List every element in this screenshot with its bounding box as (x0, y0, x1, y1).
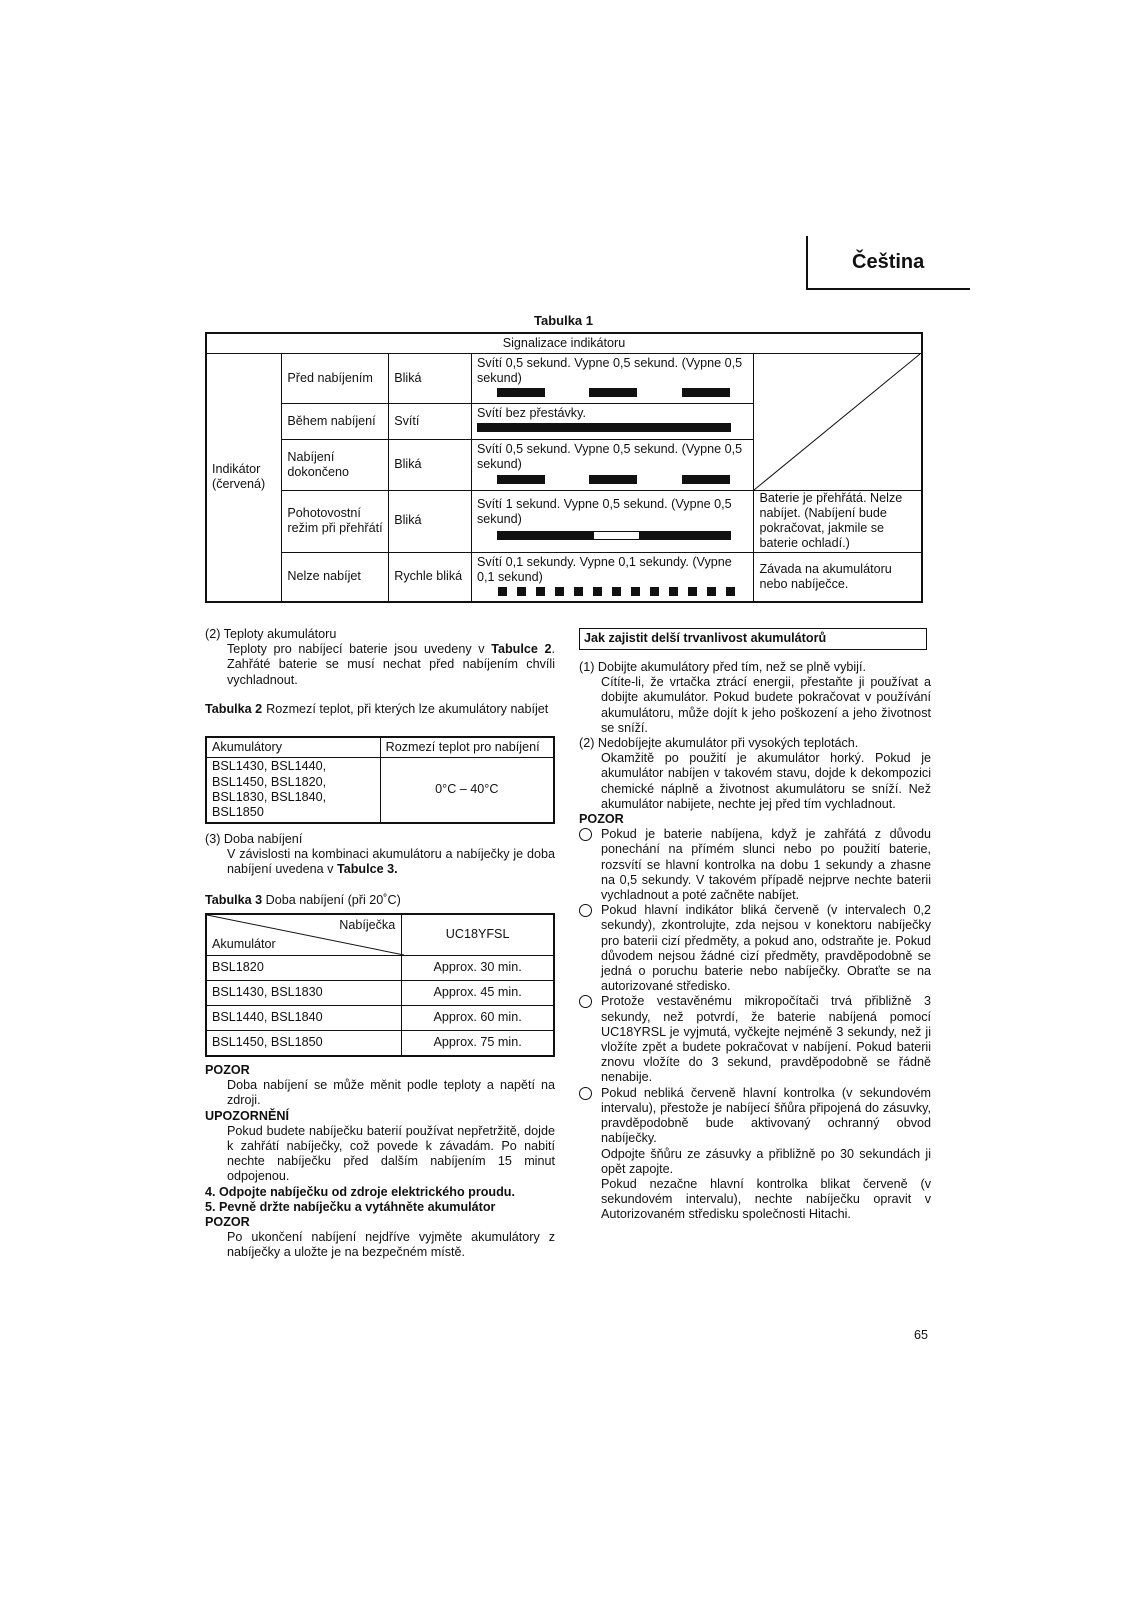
diagonal-cell (754, 353, 922, 490)
row-desc: Svítí 1 sekund. Vypne 0,5 sekund. (Vypne 0,5 sekund) (476, 496, 732, 526)
row-desc: Svítí bez přestávky. (476, 405, 586, 420)
table-row: BSL1430, BSL1830 Approx. 45 min. (206, 981, 554, 1006)
step-5: 5. Pevně držte nabíječku a vytáhněte akumulátor (205, 1199, 496, 1214)
charger-model: UC18YFSL (402, 914, 554, 956)
table2-caption: Tabulka 2 Rozmezí teplot, při kterých lze akumulátory nabíjet (205, 702, 549, 716)
row-mode: Bliká (389, 490, 472, 552)
blink-pattern (477, 475, 748, 485)
table-row: BSL1450, BSL1850 Approx. 75 min. (206, 1031, 554, 1057)
table3-caption: Tabulka 3 Doba nabíjení (při 20˚C) (205, 893, 401, 907)
row-desc: Svítí 0,5 sekund. Vypne 0,5 sekund. (Vypne 0,5 sekund) (476, 442, 743, 472)
row-desc: Svítí 0,5 sekund. Vypne 0,5 sekund. (Vypne 0,5 sekund) (476, 355, 743, 385)
battery-label: Akumulátor (212, 936, 276, 951)
indicator-label: Indikátor (červená) (206, 353, 282, 602)
circle-bullet-icon (579, 995, 592, 1008)
row-mode: Rychle bliká (389, 552, 472, 602)
row-state: Během nabíjení (282, 403, 389, 439)
table-row (206, 552, 922, 602)
tip-text: Cítíte-li, že vrtačka ztrácí energii, přestaňte ji používat a dobijte akumulátor. Pokud budete pokračovat v používání akumulátoru, může dojít k jeho poškození a jeho životnost se sníží. (601, 675, 931, 735)
section-2 (205, 627, 555, 688)
section-3 (205, 832, 555, 878)
caution-title: POZOR (205, 1215, 250, 1230)
section-text: V závislosti na kombinaci akumulátoru a nabíječky je doba nabíjení uvedena v Tabulce 3. (227, 847, 555, 877)
row-state: Nabíjení dokončeno (282, 440, 389, 490)
step-4: 4. Odpojte nabíječku od zdroje elektrického proudu. (205, 1184, 515, 1199)
section-title: (3) Doba nabíjení (205, 832, 303, 846)
tip-title: (1) Dobijte akumulátory před tím, než se plně vybijí. (579, 660, 866, 674)
warning-title: UPOZORNĚNÍ (205, 1108, 289, 1123)
tip-text: Okamžitě po použití je akumulátor horký. Pokud je akumulátor nabíjen v takovém stavu, dojde k dekompozici chemické náplně a životnost akumulátoru se sníží. Než akumulátor nabijete, nechte jej před tím vychladnout. (601, 751, 931, 811)
row-mode: Svítí (389, 403, 472, 439)
circle-bullet-icon (579, 828, 592, 841)
list-item: Protože vestavěnému mikropočítači trvá přibližně 3 sekundy, než potvrdí, že baterie nabíjená pomocí UC18YRSL je vyjmutá, vyčkejte nejméně 3 sekundy, než ji vložíte zpět a budete pokračovat v nabíjení. Pokud baterii znovu vložíte do 3 sekund, pravděpodobně se řádně nenabije. (579, 994, 931, 1085)
column-header: Rozmezí teplot pro nabíjení (380, 737, 554, 757)
charging-time-table (205, 913, 555, 1057)
section-text: Teploty pro nabíjecí baterie jsou uvedeny v Tabulce 2. Zahřáté baterie se musí nechat před nabíjením chvíli vychladnout. (227, 642, 555, 687)
indicator-table (205, 332, 923, 603)
row-note: Závada na akumulátoru nebo nabíječce. (754, 552, 922, 602)
caution-title: POZOR (579, 812, 624, 827)
table1-header: Signalizace indikátoru (206, 333, 922, 353)
column-header: Akumulátory (206, 737, 380, 757)
row-state: Pohotovostní režim při přehřátí (282, 490, 389, 552)
list-item: Pokud hlavní indikátor bliká červeně (v intervalech 0,2 sekundy), zkontrolujte, zda nejsou v konektoru nabíječky pro baterii cizí předměty, a pokud ano, odstraňte je. Pokud důvodem nejsou žádné cizí předměty, pravděpodobně se jedná o poruchu baterie nebo nabíječky. Obraťte se na autorizované středisko. (579, 903, 931, 994)
tips-box (579, 628, 927, 650)
section-title: (2) Teploty akumulátoru (205, 627, 337, 641)
tips-title: Jak zajistit delší trvanlivost akumulátorů (584, 631, 827, 645)
battery-list: BSL1430, BSL1440, BSL1450, BSL1820, BSL1830, BSL1840, BSL1850 (206, 757, 380, 823)
warning-text: Pokud budete nabíječku baterií používat nepřetržitě, dojde k zahřátí nabíječky, což povede k závadám. Po nabití nechte nabíječku před dalším nabíjením 15 minut odpojenou. (227, 1123, 555, 1184)
row-state: Nelze nabíjet (282, 552, 389, 602)
circle-bullet-icon (579, 904, 592, 917)
caution-text: Po ukončení nabíjení nejdříve vyjměte akumulátory z nabíječky a uložte je na bezpečném místě. (227, 1230, 555, 1260)
blink-pattern (477, 531, 748, 541)
diagonal-line (754, 354, 920, 490)
table1-title: Tabulka 1 (534, 313, 594, 328)
table-row (206, 353, 922, 403)
caution-title: POZOR (205, 1063, 250, 1077)
row-state: Před nabíjením (282, 353, 389, 403)
blink-pattern (477, 587, 748, 597)
tips-content (579, 660, 931, 1223)
table-row: BSL1820 Approx. 30 min. (206, 956, 554, 981)
list-item: Pokud nebliká červeně hlavní kontrolka (v sekundovém intervalu), přestože je nabíjecí šňůra připojená do zásuvky, pravděpodobně bude aktivovaný ochranný obvod nabíječky. (579, 1086, 931, 1147)
row-mode: Bliká (389, 440, 472, 490)
table-row: BSL1440, BSL1840 Approx. 60 min. (206, 1006, 554, 1031)
circle-bullet-icon (579, 1087, 592, 1100)
tip-text: Pokud nezačne hlavní kontrolka blikat červeně (v sekundovém intervalu), nechte nabíječku opravit v Autorizovaném středisku společnosti Hitachi. (601, 1176, 931, 1222)
list-item: Pokud je baterie nabíjena, když je zahřátá z důvodu ponechání na přímém slunci nebo po použití baterie, rozsvítí se hlavní kontrolka na dobu 1 sekundy a zhasne na 0,5 sekundy. V takovém případě nejprve nechte baterii vychladnout a poté začněte nabíjet. (579, 827, 931, 903)
split-header-cell (206, 914, 402, 956)
notes-block (205, 1063, 555, 1261)
blink-pattern (477, 388, 748, 398)
table-row (206, 490, 922, 552)
blink-pattern (477, 423, 748, 433)
row-desc: Svítí 0,1 sekundy. Vypne 0,1 sekundy. (Vypne 0,1 sekund) (476, 554, 732, 584)
language-label: Čeština (852, 251, 925, 273)
row-mode: Bliká (389, 353, 472, 403)
temperature-table (205, 736, 555, 824)
caution-text: Doba nabíjení se může měnit podle teploty a napětí na zdroji. (227, 1078, 555, 1108)
tip-text: Odpojte šňůru ze zásuvky a přibližně po 30 sekundách ji opět zapojte. (601, 1146, 931, 1176)
page-number: 65 (914, 1328, 929, 1342)
tip-title: (2) Nedobíjejte akumulátor při vysokých teplotách. (579, 736, 859, 751)
row-note: Baterie je přehřátá. Nelze nabíjet. (Nabíjení bude pokračovat, jakmile se baterie ochladí.) (754, 490, 922, 552)
charger-label: Nabíječka (339, 918, 396, 932)
temperature-range: 0°C – 40°C (380, 757, 554, 823)
